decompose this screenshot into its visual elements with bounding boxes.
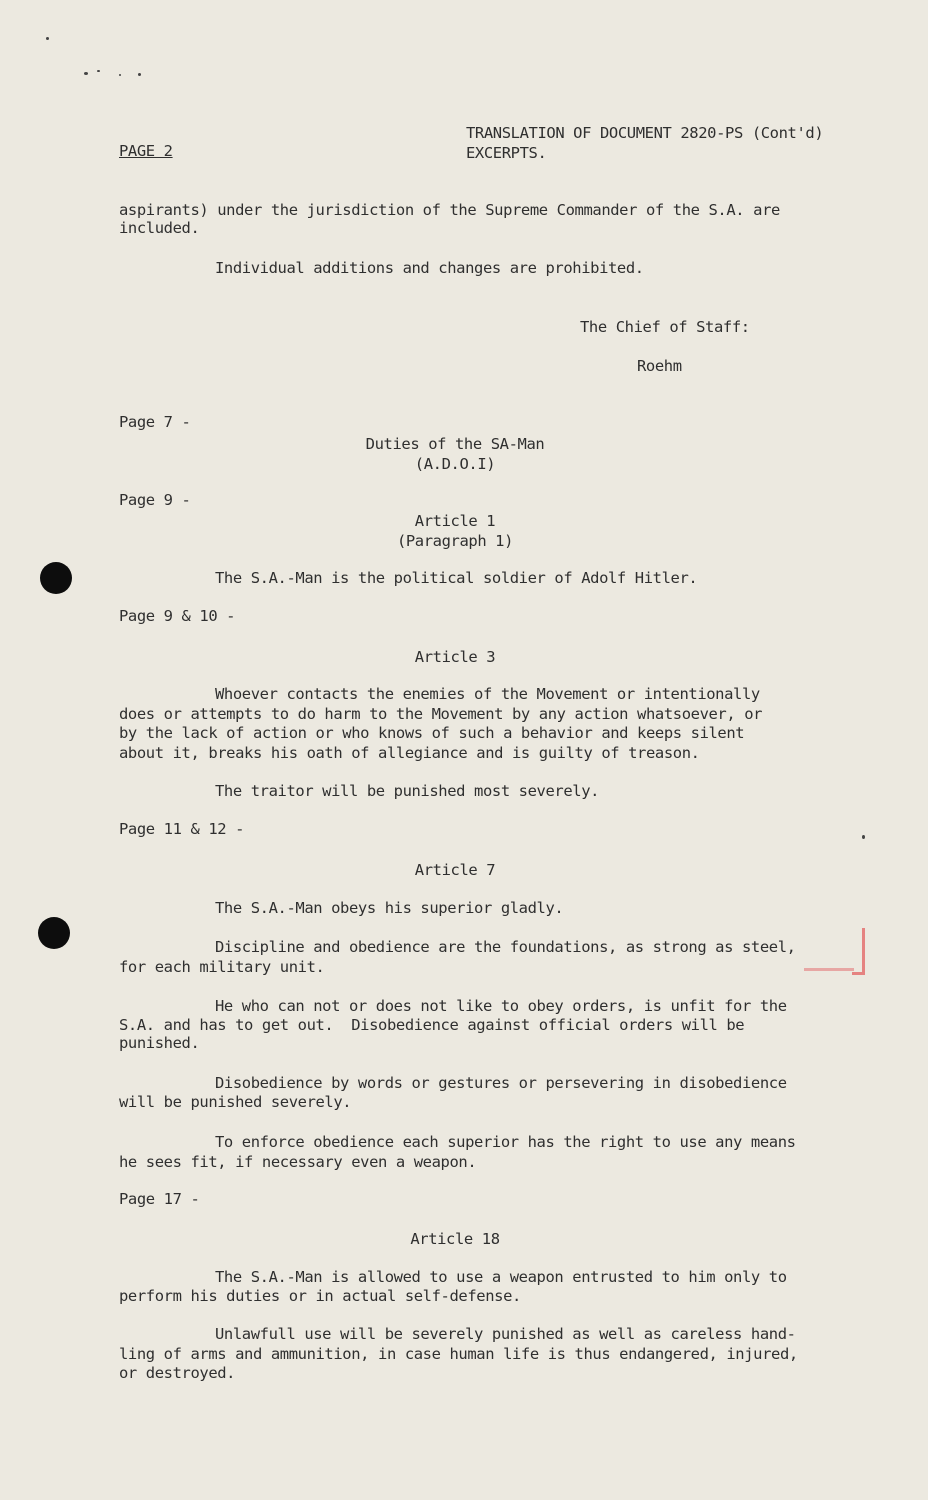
document-subtitle: EXCERPTS. [466,144,547,162]
article-text: The traitor will be punished most severely. [215,782,600,800]
article-text: ling of arms and ammunition, in case human life is thus endangered, injured, [119,1345,798,1363]
article-text: To enforce obedience each superior has the right to use any means [215,1133,796,1151]
article-text: by the lack of action or who knows of such a behavior and keeps silent [119,724,745,742]
article-title: Article 7 [414,861,496,879]
article-text: for each military unit. [119,958,325,976]
article-text: Unlawfull use will be severely punished as well as careless hand- [215,1325,796,1343]
article-text: does or attempts to do harm to the Movement by any action whatsoever, or [119,705,763,723]
margin-underline-mark [804,968,854,971]
intro-line: Individual additions and changes are prohibited. [215,259,644,277]
article-title: Article 1 [414,512,496,530]
intro-line: aspirants) under the jurisdiction of the Supreme Commander of the S.A. are [119,201,780,219]
page-reference: Page 11 & 12 - [119,820,245,838]
page-reference: Page 7 - [119,413,191,431]
article-text: S.A. and has to get out. Disobedience against official orders will be [119,1016,745,1034]
punch-hole-bottom [38,917,70,949]
speck [84,72,88,75]
page-reference: Page 17 - [119,1190,200,1208]
article-text: The S.A.-Man is allowed to use a weapon entrusted to him only to [215,1268,787,1286]
punch-hole-top [40,562,72,594]
speck [119,74,121,76]
article-text: will be punished severely. [119,1093,352,1111]
article-text: Discipline and obedience are the foundations, as strong as steel, [215,938,796,956]
speck [46,37,49,40]
signature-name: Roehm [637,357,682,375]
page-reference: Page 9 - [119,491,191,509]
article-title: Article 18 [410,1230,500,1248]
document-title: TRANSLATION OF DOCUMENT 2820-PS (Cont'd) [466,124,824,142]
speck [138,73,141,76]
page-reference: Page 9 & 10 - [119,607,236,625]
intro-line: included. [119,219,200,237]
article-text: perform his duties or in actual self-defense. [119,1287,521,1305]
article-text: he sees fit, if necessary even a weapon. [119,1153,477,1171]
article-text: about it, breaks his oath of allegiance and is guilty of treason. [119,744,700,762]
article-text: The S.A.-Man is the political soldier of Adolf Hitler. [215,569,698,587]
page-label: PAGE 2 [119,142,173,160]
article-subtitle: (Paragraph 1) [396,532,514,550]
article-text: Whoever contacts the enemies of the Movement or intentionally [215,685,760,703]
article-text: or destroyed. [119,1364,236,1382]
article-title: Article 3 [414,648,496,666]
signature-title: The Chief of Staff: [580,318,750,336]
speck [862,835,865,839]
article-text: The S.A.-Man obeys his superior gladly. [215,899,564,917]
article-text: Disobedience by words or gestures or persevering in disobedience [215,1074,787,1092]
section-subtitle: (A.D.O.I) [414,455,496,473]
article-text: He who can not or does not like to obey orders, is unfit for the [215,997,787,1015]
article-text: punished. [119,1034,200,1052]
section-title: Duties of the SA-Man [365,435,545,453]
speck [97,70,100,72]
